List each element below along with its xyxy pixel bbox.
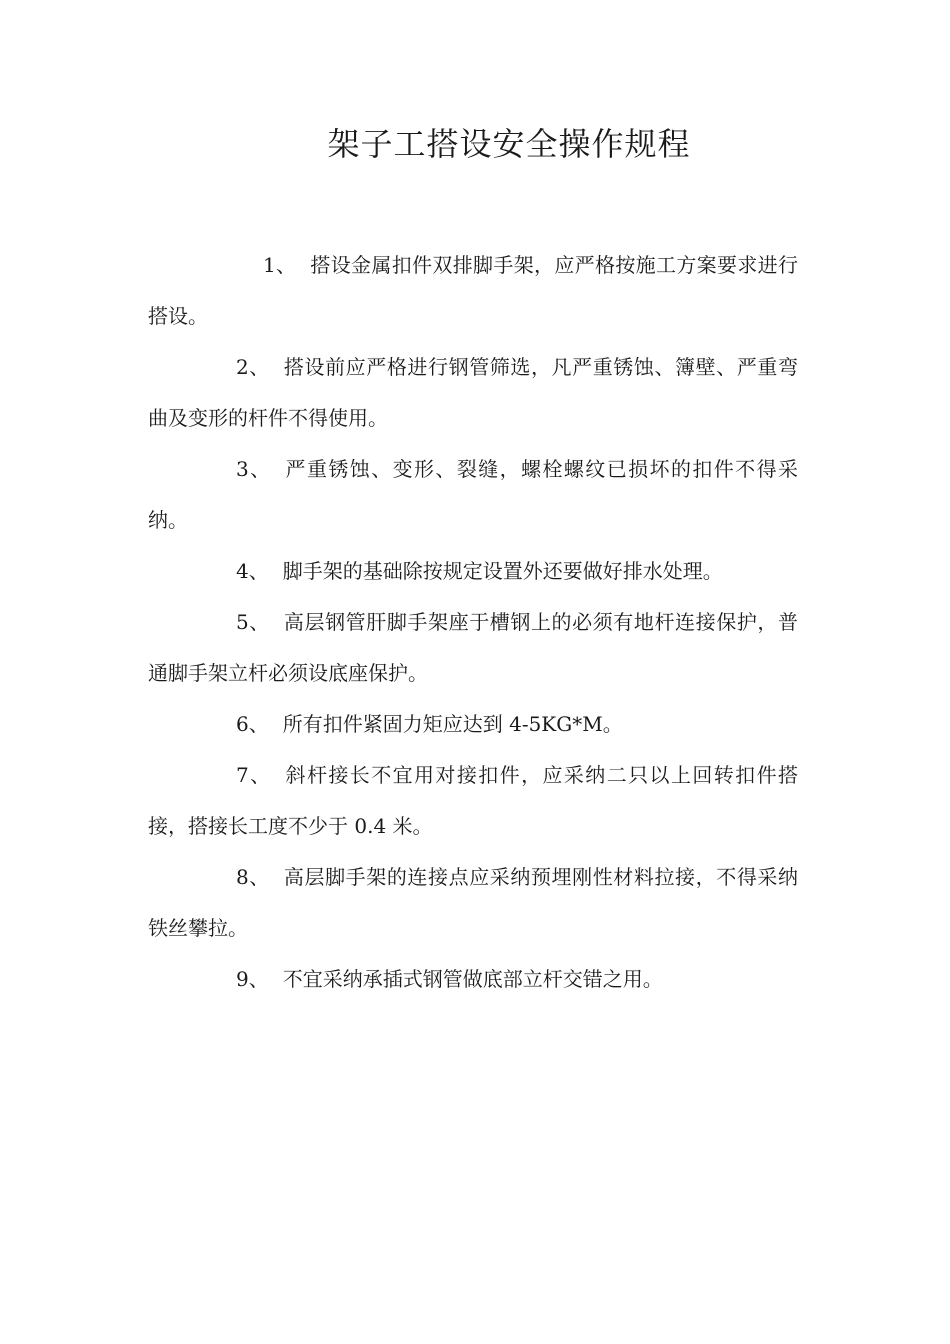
rule-number: 4、 (236, 559, 269, 583)
rule-item (148, 342, 798, 444)
rule-text: 斜杆接长不宜用对接扣件，应采纳二只以上回转扣件搭接，搭接长工度不少于 0.4 米。 (148, 763, 798, 838)
rule-number: 2、 (236, 355, 270, 379)
rule-item (148, 750, 798, 852)
rules-list (148, 240, 798, 1005)
rule-item (148, 546, 798, 597)
rule-number: 8、 (236, 865, 270, 889)
rule-number: 9、 (236, 967, 269, 991)
rule-text: 高层脚手架的连接点应采纳预埋刚性材料拉接，不得采纳铁丝攀拉。 (148, 865, 798, 940)
rule-item (148, 240, 798, 342)
rule-number: 1、 (263, 253, 297, 277)
rule-text: 严重锈蚀、变形、裂缝，螺栓螺纹已损坏的扣件不得采纳。 (148, 457, 798, 532)
rule-number: 3、 (236, 457, 272, 481)
document-title: 架子工搭设安全操作规程 (327, 125, 691, 163)
rule-number: 5、 (236, 610, 270, 634)
rule-item (148, 852, 798, 954)
rule-item (148, 954, 798, 1005)
rule-text: 所有扣件紧固力矩应达到 4-5KG*M。 (282, 712, 623, 736)
rule-text: 搭设前应严格进行钢管筛选，凡严重锈蚀、簿壁、严重弯曲及变形的杆件不得使用。 (148, 355, 798, 430)
rule-text: 脚手架的基础除按规定设置外还要做好排水处理。 (282, 559, 723, 583)
rule-item (148, 444, 798, 546)
rule-text: 高层钢管肝脚手架座于槽钢上的必须有地杆连接保护，普通脚手架立杆必须设底座保护。 (148, 610, 798, 685)
rule-number: 6、 (236, 712, 269, 736)
rule-item (148, 597, 798, 699)
rule-item (148, 699, 798, 750)
rule-number: 7、 (236, 763, 272, 787)
rule-text: 搭设金属扣件双排脚手架，应严格按施工方案要求进行搭设。 (148, 253, 798, 328)
rule-text: 不宜采纳承插式钢管做底部立杆交错之用。 (282, 967, 663, 991)
